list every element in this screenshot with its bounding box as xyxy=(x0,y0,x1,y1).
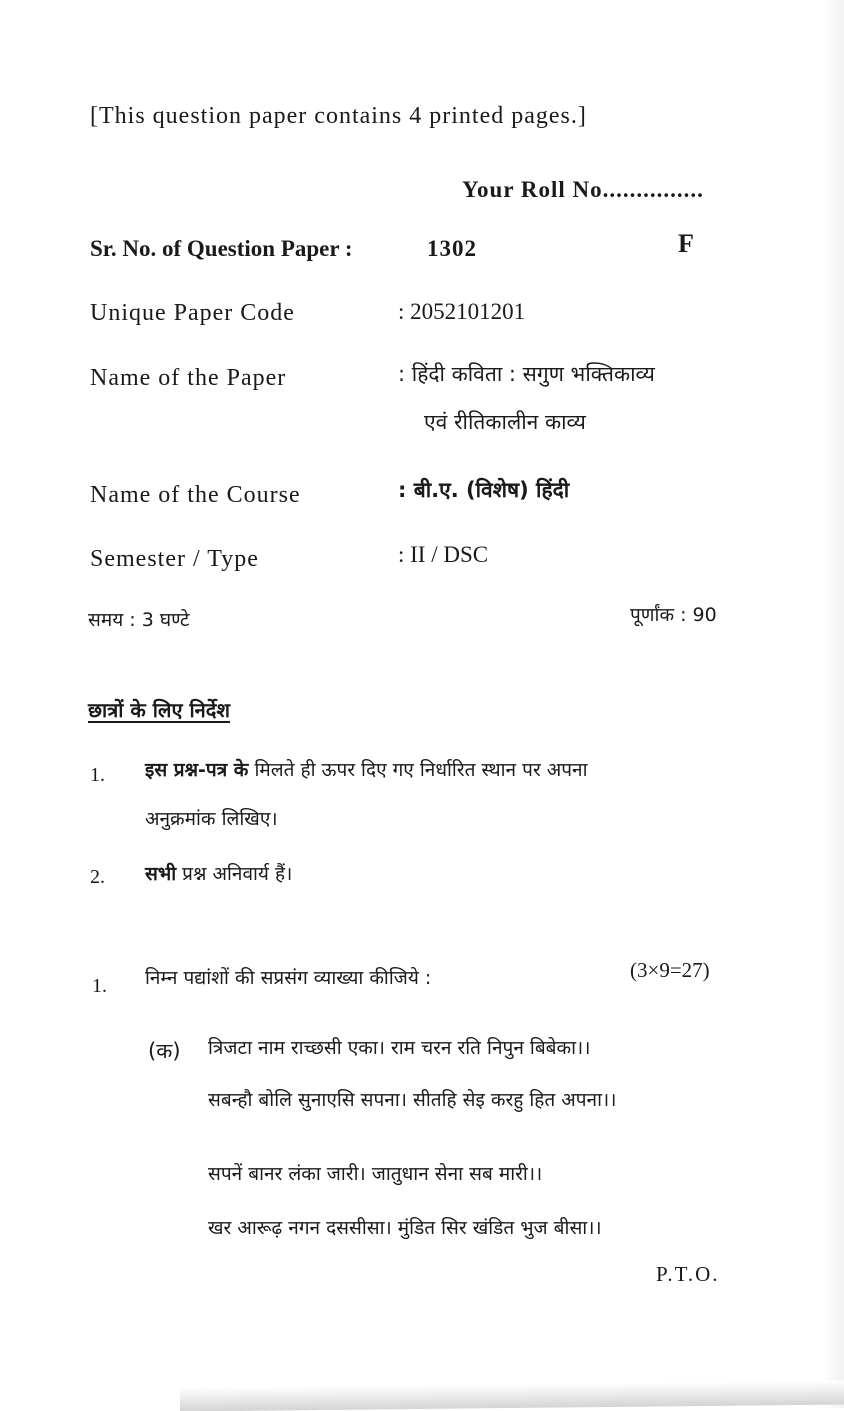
instruction-2-line xyxy=(145,860,292,886)
sr-no-value: 1302 xyxy=(427,236,477,261)
instruction-1-number: 1. xyxy=(90,764,105,786)
question-1-number: 1. xyxy=(92,975,107,997)
instruction-1-text: मिलते ही ऊपर दिए गए निर्धारित स्थान पर अपना xyxy=(254,759,588,781)
verse-line-3: सपनें बानर लंका जारी। जातुधान सेना सब मारी।। xyxy=(208,1163,543,1185)
instruction-2-text: प्रश्न अनिवार्य हैं। xyxy=(182,863,293,885)
course-name-value: : बी.ए. (विशेष) हिंदी xyxy=(398,478,570,502)
exam-time: समय : 3 घण्टे xyxy=(88,609,190,631)
instruction-1-bold-text: इस प्रश्न-पत्र के xyxy=(145,759,249,781)
roll-number-field: Your Roll No............... xyxy=(462,177,704,202)
paper-code-label: Unique Paper Code xyxy=(90,300,295,326)
paper-code-value: : 2052101201 xyxy=(398,299,526,324)
instruction-2-number: 2. xyxy=(90,866,105,888)
verse-line-4: खर आरूढ़ नगन दससीसा। मुंडित सिर खंडित भुज बीसा।। xyxy=(208,1217,602,1239)
paper-set-letter: F xyxy=(678,229,694,258)
semester-value: : II / DSC xyxy=(398,542,489,567)
sr-no-label: Sr. No. of Question Paper : xyxy=(90,236,353,261)
paper-name-line2: एवं रीतिकालीन काव्य xyxy=(424,410,586,434)
pto-note: P.T.O. xyxy=(656,1262,720,1286)
instructions-heading: छात्रों के लिए निर्देश xyxy=(88,698,230,722)
page-bottom-shadow xyxy=(180,1381,844,1411)
page-edge-shadow xyxy=(822,0,844,1408)
question-1-marks: (3×9=27) xyxy=(630,958,710,982)
part-ka-label: (क) xyxy=(148,1039,181,1063)
verse-line-1: त्रिजटा नाम राच्छसी एका। राम चरन रति निपुन बिबेका।। xyxy=(208,1037,591,1059)
max-marks: पूर्णांक : 90 xyxy=(630,604,717,626)
instruction-2-bold-text: सभी xyxy=(145,863,177,885)
verse-line-2: सबन्हौ बोलि सुनाएसि सपना। सीतहि सेइ करहु हित अपना।। xyxy=(208,1089,617,1111)
semester-label: Semester / Type xyxy=(90,546,259,572)
paper-name-line1: : हिंदी कविता : सगुण भक्तिकाव्य xyxy=(398,362,655,386)
course-name-label: Name of the Course xyxy=(90,482,301,508)
pages-note: [This question paper contains 4 printed pages.] xyxy=(90,103,587,129)
question-1-text: निम्न पद्यांशों की सप्रसंग व्याख्या कीजिये : xyxy=(145,967,432,989)
instruction-1-line1 xyxy=(145,756,588,782)
paper-name-label: Name of the Paper xyxy=(90,365,287,391)
instruction-1-line2: अनुक्रमांक लिखिए। xyxy=(145,808,278,830)
